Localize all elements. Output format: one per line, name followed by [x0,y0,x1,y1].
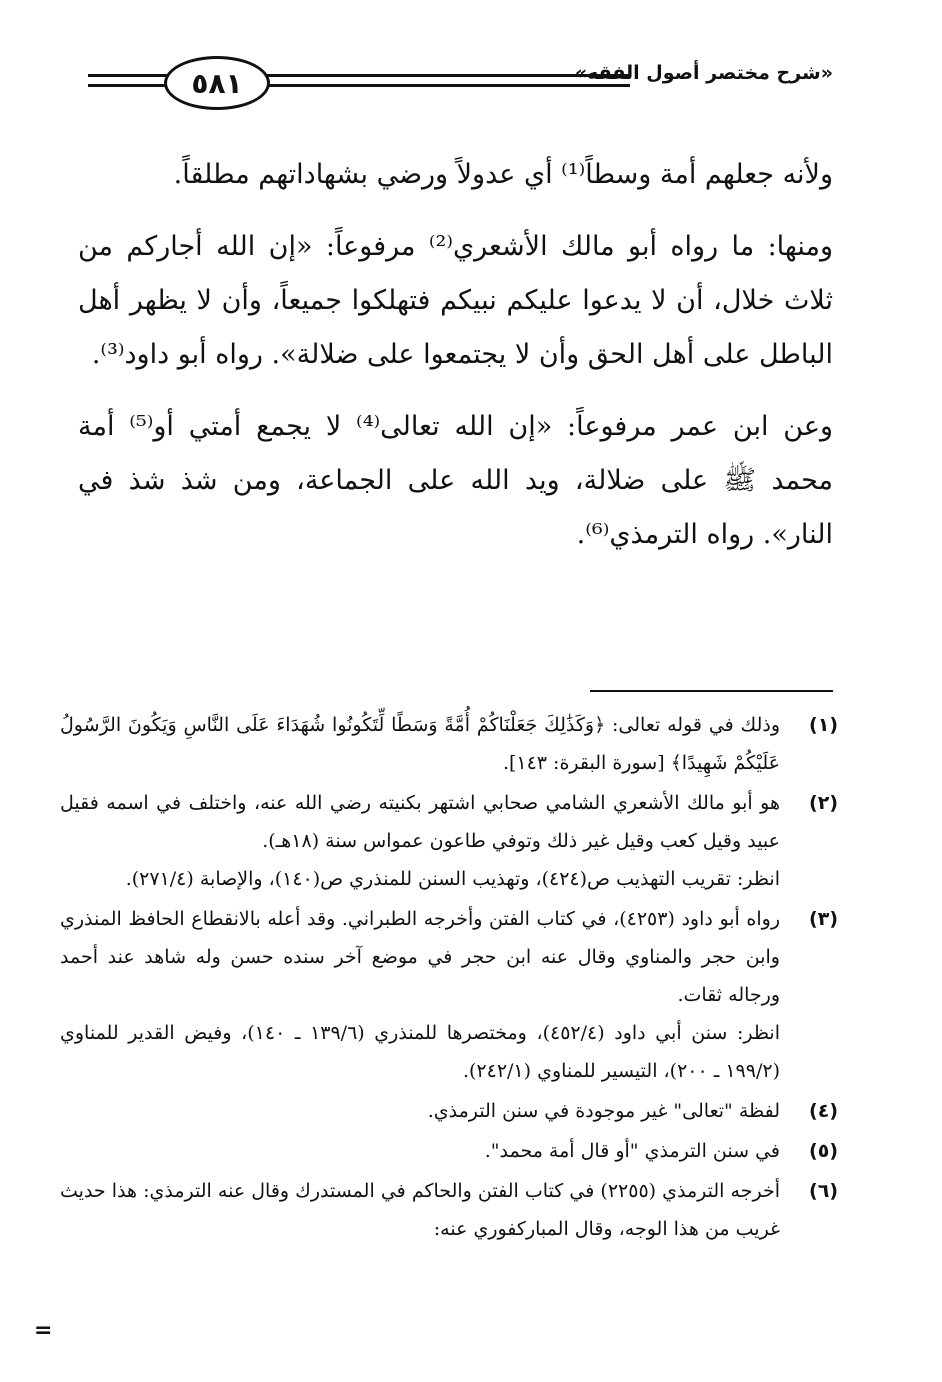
footnote-number: (١) [809,714,838,736]
footnote-body [60,784,780,898]
footnotes [60,706,838,1250]
footnote-text: وذلك في قوله تعالى: ﴿وَكَذَٰلِكَ جَعَلْنَاكُمْ أُمَّةً وَسَطًا لِّتَكُونُوا شُهَدَاءَ عَلَى النَّاسِ وَيَكُونَ الرَّسُولُ عَلَيْكُمْ شَهِيدًا﴾ [سورة البقرة: ١٤٣]. [60,714,780,774]
footnote-reference: انظر: تقريب التهذيب ص(٤٢٤)، وتهذيب السنن للمنذري ص(١٤٠)، والإصابة (٢٧١/٤). [125,868,780,890]
header-rule [88,74,168,77]
footnote-reference: انظر: سنن أبي داود (٤٥٢/٤)، ومختصرها للمنذري (١٣٩/٦ ـ ١٤٠)، وفيض القدير للمناوي (١٩٩/٢ ـ ٢٠٠)، التيسير للمناوي (٢٤٢/١). [60,1022,780,1082]
footnote-text: في سنن الترمذي "أو قال أمة محمد". [484,1140,780,1162]
main-text [78,148,833,580]
footnote-number: (٤) [809,1100,838,1122]
footnote [60,1092,838,1130]
footnote [60,900,838,1090]
paragraph: ومنها: ما رواه أبو مالك الأشعري⁽²⁾ مرفوعاً: «إن الله أجاركم من ثلاث خلال، أن لا يدعوا عليكم نبيكم فتهلكوا جميعاً، وأن لا يظهر أهل الباطل على أهل الحق وأن لا يجتمعوا على ضلالة». رواه أبو داود⁽³⁾. [78,231,833,370]
footnote-text: هو أبو مالك الأشعري الشامي صحابي اشتهر بكنيته رضي الله عنه، واختلف في اسمه فقيل عبيد وقيل كعب وقيل غير ذلك وتوفي طاعون عمواس سنة (١٨هـ). [60,792,780,852]
page-header [88,52,833,118]
footnote-body [60,900,780,1090]
running-title: «شرح مختصر أصول الفقه» [574,62,833,84]
footnote [60,1132,838,1170]
footnote-number: (٣) [809,908,838,930]
page-number: ٥٨١ [164,56,270,110]
footnote-number: (٦) [809,1180,838,1202]
footnote-text: لفظة "تعالى" غير موجودة في سنن الترمذي. [427,1100,780,1122]
footnote-divider [590,690,833,692]
footnote-number: (٢) [809,792,838,814]
footnote-text: رواه أبو داود (٤٢٥٣)، في كتاب الفتن وأخرجه الطبراني. وقد أعله بالانقطاع الحافظ المنذري وابن حجر والمناوي وقال عنه ابن حجر في موضع آخر سنده حسن وله شاهد عند أحمد ورجاله ثقات. [60,908,781,1006]
footnote [60,706,838,782]
footnote-text: أخرجه الترمذي (٢٢٥٥) في كتاب الفتن والحاكم في المستدرك وقال عنه الترمذي: هذا حديث غريب من هذا الوجه، وقال المباركفوري عنه: [60,1180,780,1240]
footnote [60,784,838,898]
footnote [60,1172,838,1248]
paragraph: ولأنه جعلهم أمة وسطاً⁽¹⁾ أي عدولاً ورضي بشهاداتهم مطلقاً. [173,159,833,190]
footnote-number: (٥) [809,1140,838,1162]
continuation-mark: = [34,1318,53,1343]
header-rule [260,84,630,87]
header-rule [88,84,168,87]
paragraph: وعن ابن عمر مرفوعاً: «إن الله تعالى⁽⁴⁾ لا يجمع أمتي أو⁽⁵⁾ أمة محمد ﷺ على ضلالة، ويد الله على الجماعة، ومن شذ شذ في النار». رواه الترمذي⁽⁶⁾. [78,411,834,550]
